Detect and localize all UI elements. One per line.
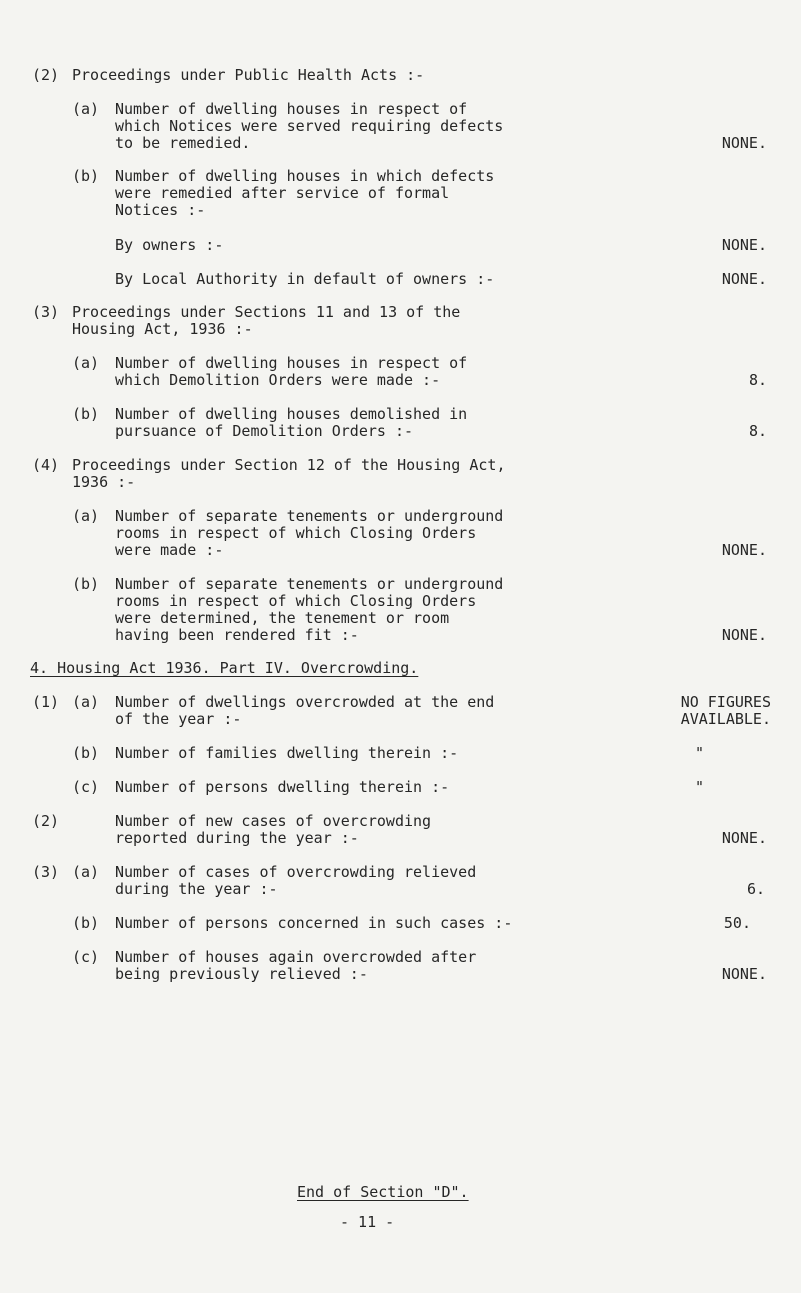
s2b-line3: Notices :- — [115, 201, 206, 219]
p4-3a-line2: during the year :- — [115, 880, 278, 898]
s2b-label: (b) — [72, 167, 100, 185]
s2b-line1: Number of dwelling houses in which defects — [115, 167, 495, 185]
p4-1a-value-line2: AVAILABLE. — [680, 710, 771, 728]
end-of-section-note: End of Section "D". — [297, 1183, 469, 1201]
section-3-line2: Housing Act, 1936 :- — [72, 320, 253, 338]
p4-3b-label: (b) — [72, 914, 100, 932]
s4a-line1: Number of separate tenements or underground — [115, 507, 504, 525]
section-4-line2: 1936 :- — [72, 473, 136, 491]
s4b-label: (b) — [72, 575, 100, 593]
p4-1b-value: " — [695, 744, 705, 762]
section-4-line1: Proceedings under Section 12 of the Housing Act, — [72, 456, 506, 474]
p4-2-value: NONE. — [721, 829, 767, 847]
p4-3c-line2: being previously relieved :- — [115, 965, 368, 983]
p4-2-line2: reported during the year :- — [115, 829, 359, 847]
p4-3a-value: 6. — [746, 880, 765, 898]
section-2-number: (2) — [32, 66, 60, 84]
p4-2-number: (2) — [32, 812, 60, 830]
p4-3b-text: Number of persons concerned in such cases :- — [115, 914, 513, 932]
s2-local-value: NONE. — [721, 270, 767, 288]
p4-1c-label: (c) — [72, 778, 100, 796]
s3a-value: 8. — [748, 371, 767, 389]
p4-1b-text: Number of families dwelling therein :- — [115, 744, 459, 762]
p4-1c-value: " — [695, 778, 705, 796]
section-2-heading: Proceedings under Public Health Acts :- — [72, 66, 425, 84]
p4-1c-text: Number of persons dwelling therein :- — [115, 778, 450, 796]
section-4-number: (4) — [32, 456, 60, 474]
p4-3c-value: NONE. — [721, 965, 767, 983]
s2b-line2: were remedied after service of formal — [115, 184, 450, 202]
s4b-line1: Number of separate tenements or underground — [115, 575, 504, 593]
s4b-line2: rooms in respect of which Closing Orders — [115, 592, 477, 610]
s2-owners-value: NONE. — [721, 236, 767, 254]
s4b-line4: having been rendered fit :- — [115, 626, 359, 644]
p4-3-number: (3) — [32, 863, 60, 881]
s2a-label: (a) — [72, 100, 100, 118]
p4-3c-label: (c) — [72, 948, 100, 966]
section-3-line1: Proceedings under Sections 11 and 13 of the — [72, 303, 461, 321]
s2-local-text: By Local Authority in default of owners :- — [115, 270, 495, 288]
p4-3c-line1: Number of houses again overcrowded after — [115, 948, 477, 966]
s3b-line2: pursuance of Demolition Orders :- — [115, 422, 414, 440]
p4-1a-value-line1: NO FIGURES — [680, 693, 771, 711]
s2a-value: NONE. — [721, 134, 767, 152]
s3b-value: 8. — [748, 422, 767, 440]
part-4-heading: 4. Housing Act 1936. Part IV. Overcrowding. — [30, 659, 419, 677]
s2-owners-text: By owners :- — [115, 236, 224, 254]
s3b-label: (b) — [72, 405, 100, 423]
s2a-line3: to be remedied. — [115, 134, 251, 152]
p4-1b-label: (b) — [72, 744, 100, 762]
s3a-label: (a) — [72, 354, 100, 372]
p4-1-number: (1) — [32, 693, 60, 711]
p4-3a-label: (a) — [72, 863, 100, 881]
s3a-line1: Number of dwelling houses in respect of — [115, 354, 468, 372]
s4a-label: (a) — [72, 507, 100, 525]
s4a-value: NONE. — [721, 541, 767, 559]
s3b-line1: Number of dwelling houses demolished in — [115, 405, 468, 423]
s3a-line2: which Demolition Orders were made :- — [115, 371, 441, 389]
p4-3b-value: 50. — [723, 914, 751, 932]
s4a-line3: were made :- — [115, 541, 224, 559]
section-3-number: (3) — [32, 303, 60, 321]
p4-3a-line1: Number of cases of overcrowding relieved — [115, 863, 477, 881]
p4-2-line1: Number of new cases of overcrowding — [115, 812, 432, 830]
s2a-line2: which Notices were served requiring defects — [115, 117, 504, 135]
p4-1a-line2: of the year :- — [115, 710, 242, 728]
page-number: - 11 - — [340, 1213, 395, 1231]
p4-1a-label: (a) — [72, 693, 100, 711]
p4-1a-line1: Number of dwellings overcrowded at the end — [115, 693, 495, 711]
s4a-line2: rooms in respect of which Closing Orders — [115, 524, 477, 542]
s4b-value: NONE. — [721, 626, 767, 644]
s4b-line3: were determined, the tenement or room — [115, 609, 450, 627]
s2a-line1: Number of dwelling houses in respect of — [115, 100, 468, 118]
